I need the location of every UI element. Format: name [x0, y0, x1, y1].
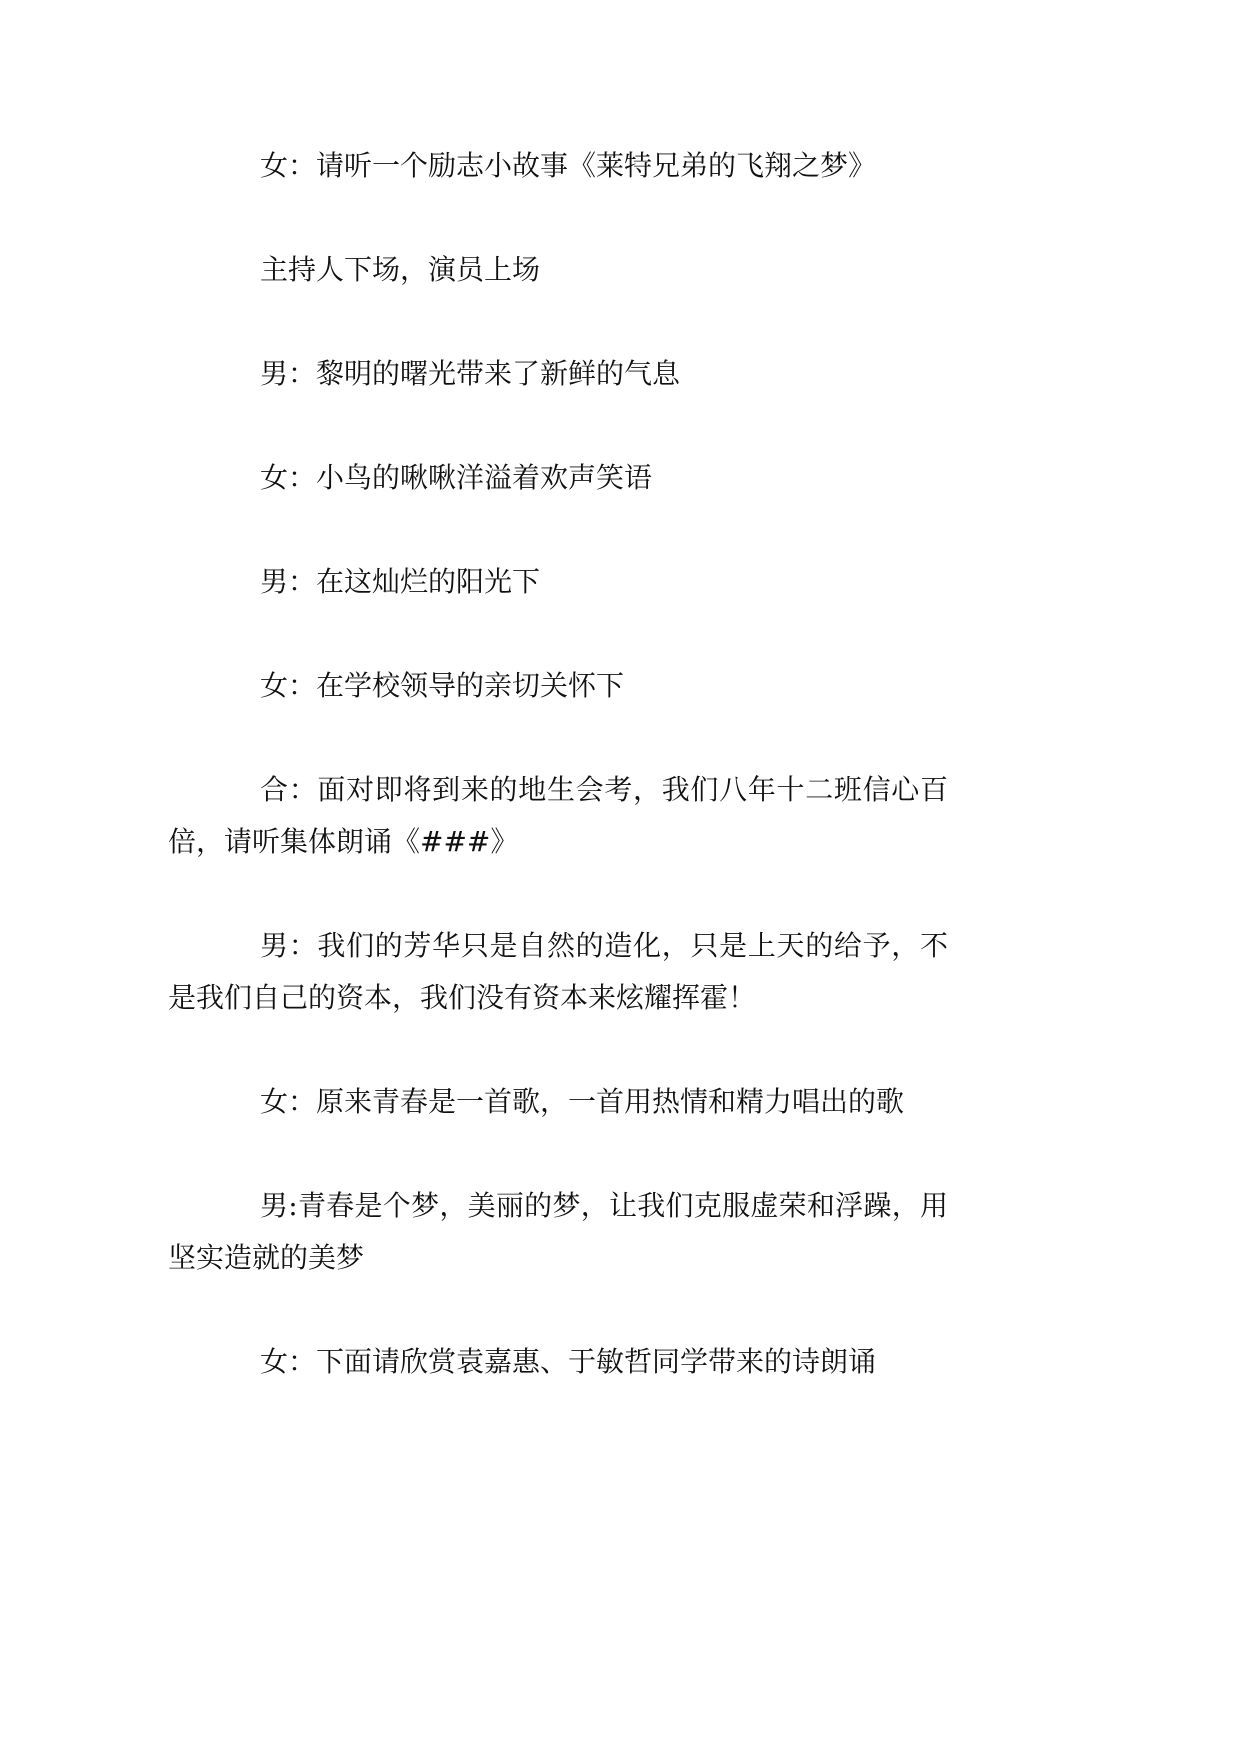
paragraph-female-poem-intro: 女：下面请欣赏袁嘉惠、于敏哲同学带来的诗朗诵: [260, 1345, 877, 1378]
paragraph-male-youth-capital: 男：我们的芳华只是自然的造化，只是上天的给予，不是我们自己的资本，我们没有资本来炫耀挥霍！: [168, 929, 948, 1014]
paragraph-female-leaders: 女：在学校领导的亲切关怀下: [260, 669, 625, 702]
paragraph-male-dawn: 男：黎明的曙光带来了新鲜的气息: [260, 357, 681, 390]
paragraph-host-exit: 主持人下场，演员上场: [260, 253, 541, 286]
paragraph-female-story-intro: 女：请听一个励志小故事《莱特兄弟的飞翔之梦》: [260, 149, 877, 182]
paragraph-female-birds: 女：小鸟的啾啾洋溢着欢声笑语: [260, 461, 653, 494]
paragraph-together-recitation: 合：面对即将到来的地生会考，我们八年十二班信心百倍，请听集体朗诵《###》: [168, 773, 948, 858]
paragraph-male-sunshine: 男：在这灿烂的阳光下: [260, 565, 541, 598]
paragraph-male-youth-dream: 男:青春是个梦，美丽的梦，让我们克服虚荣和浮躁，用坚实造就的美梦: [168, 1189, 948, 1274]
paragraph-female-youth-song: 女：原来青春是一首歌，一首用热情和精力唱出的歌: [260, 1085, 905, 1118]
